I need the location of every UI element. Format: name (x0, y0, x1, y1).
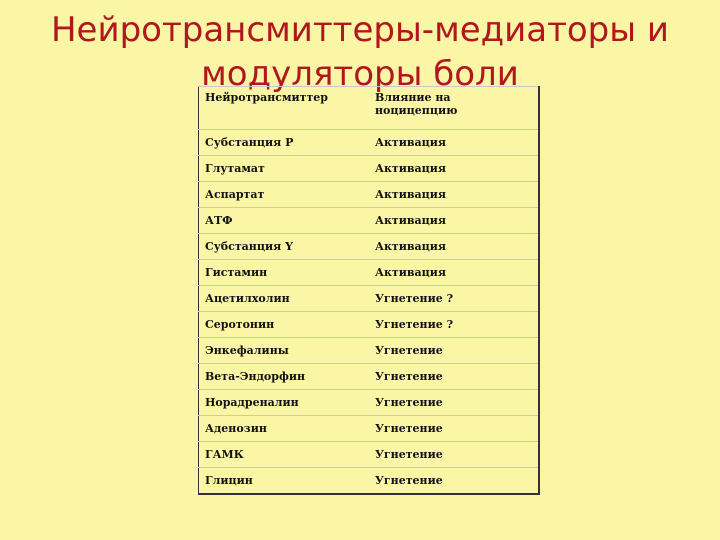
cell-effect: Угнетение ? (369, 286, 539, 312)
cell-neurotransmitter: Норадреналин (199, 390, 370, 416)
cell-neurotransmitter: Аспартат (199, 182, 370, 208)
cell-neurotransmitter: Глутамат (199, 156, 370, 182)
title-line-2: модуляторы боли (201, 54, 519, 94)
cell-neurotransmitter: Ацетилхолин (199, 286, 370, 312)
header-neurotransmitter: Нейротрансмиттер (199, 87, 370, 130)
cell-neurotransmitter: Аденозин (199, 416, 370, 442)
cell-neurotransmitter: Серотонин (199, 312, 370, 338)
cell-effect: Активация (369, 130, 539, 156)
table-row (199, 130, 540, 156)
table-row (199, 182, 540, 208)
table-row (199, 442, 540, 468)
table-row (199, 390, 540, 416)
cell-neurotransmitter: Глицин (199, 468, 370, 495)
table-header-row (199, 87, 540, 130)
cell-effect: Активация (369, 156, 539, 182)
header-nociception-effect: Влияние на ноцицепцию (369, 87, 539, 130)
cell-neurotransmitter: ГАМК (199, 442, 370, 468)
cell-effect: Угнетение (369, 364, 539, 390)
cell-neurotransmitter: Энкефалины (199, 338, 370, 364)
neurotransmitter-table-container (198, 86, 540, 495)
cell-effect: Угнетение (369, 416, 539, 442)
cell-effect: Угнетение (369, 442, 539, 468)
cell-effect: Угнетение ? (369, 312, 539, 338)
table-row (199, 364, 540, 390)
table-row (199, 338, 540, 364)
table-row (199, 312, 540, 338)
cell-effect: Угнетение (369, 468, 539, 495)
cell-neurotransmitter: Вета-Эндорфин (199, 364, 370, 390)
slide-title (0, 8, 720, 96)
table-row (199, 416, 540, 442)
cell-neurotransmitter: Субстанция Р (199, 130, 370, 156)
cell-effect: Активация (369, 260, 539, 286)
cell-effect: Активация (369, 182, 539, 208)
cell-effect: Активация (369, 234, 539, 260)
cell-effect: Угнетение (369, 338, 539, 364)
neurotransmitter-table (198, 86, 540, 495)
cell-effect: Активация (369, 208, 539, 234)
cell-neurotransmitter: АТФ (199, 208, 370, 234)
cell-effect: Угнетение (369, 390, 539, 416)
table-row (199, 156, 540, 182)
table-row (199, 234, 540, 260)
table-row (199, 208, 540, 234)
cell-neurotransmitter: Гистамин (199, 260, 370, 286)
table-row (199, 260, 540, 286)
title-line-1: Нейротрансмиттеры-медиаторы и (50, 10, 670, 50)
table-row (199, 286, 540, 312)
cell-neurotransmitter: Субстанция Y (199, 234, 370, 260)
table-row (199, 468, 540, 495)
